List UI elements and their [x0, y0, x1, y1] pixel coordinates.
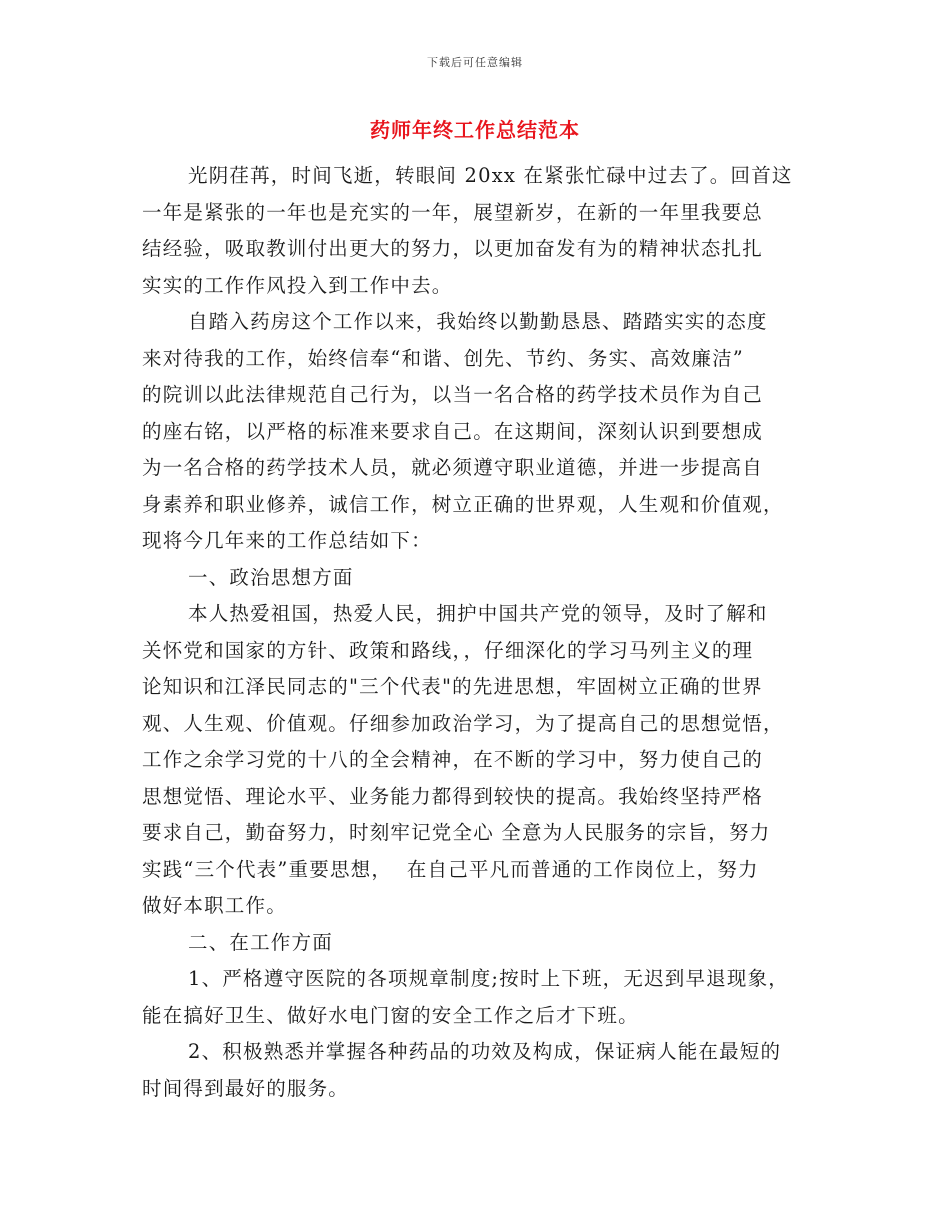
- section-heading: 一、政治思想方面: [188, 565, 354, 589]
- paragraph-line: 为一名合格的药学技术人员，就必须遵守职业道德，并进一步提高自: [142, 456, 764, 479]
- paragraph-line: 工作之余学习党的十八的全会精神，在不断的学习中，努力使自己的: [142, 748, 764, 771]
- list-item-line: 2、积极熟悉并掌握各种药品的功效及构成，保证病人能在最短的: [188, 1040, 782, 1063]
- list-item-line: 1、严格遵守医院的各项规章制度;按时上下班，无迟到早退现象，: [188, 967, 789, 990]
- paragraph-line: 现将今几年来的工作总结如下：: [142, 529, 432, 552]
- paragraph-line: 要求自己，勤奋努力，时刻牢记党全心 全意为人民服务的宗旨，努力: [142, 821, 771, 844]
- paragraph-line: 来对待我的工作，始终信奉“和谐、创先、节约、务实、高效廉洁”: [142, 346, 744, 370]
- paragraph-line: 本人热爱祖国，热爱人民，拥护中国共产党的领导，及时了解和: [188, 602, 768, 625]
- paragraph-line: 论知识和江泽民同志的"三个代表"的先进思想，牢固树立正确的世界: [142, 675, 763, 698]
- paragraph-line: 光阴荏苒，时间飞逝，转眼间 20xx 在紧张忙碌中过去了。回首这: [188, 164, 793, 187]
- paragraph-line: 身素养和职业修养，诚信工作，树立正确的世界观，人生观和价值观，: [142, 492, 784, 516]
- list-item-line: 时间得到最好的服务。: [142, 1076, 350, 1100]
- section-heading: 二、在工作方面: [188, 930, 333, 954]
- paragraph-line: 做好本职工作。: [142, 894, 287, 917]
- paragraph-line: 思想觉悟、理论水平、业务能力都得到较快的提高。我始终坚持严格: [142, 784, 764, 808]
- page-header: 下载后可任意编辑: [427, 56, 523, 69]
- paragraph-line: 关怀党和国家的方针、政策和路线，，仔细深化的学习马列主义的理: [142, 638, 754, 662]
- document-title: 药师年终工作总结范本: [370, 118, 580, 142]
- paragraph-line: 结经验，吸取教训付出更大的努力，以更加奋发有为的精神状态扎扎: [142, 237, 764, 260]
- paragraph-line: 一年是紧张的一年也是充实的一年，展望新岁，在新的一年里我要总: [142, 200, 764, 224]
- paragraph-line: 的院训以此法律规范自己行为，以当一名合格的药学技术员作为自己: [142, 383, 764, 406]
- paragraph-line: 实践“三个代表”重要思想， 在自己平凡而普通的工作岗位上，努力: [142, 857, 759, 881]
- paragraph-line: 观、人生观、价值观。仔细参加政治学习，为了提高自己的思想觉悟，: [142, 711, 784, 735]
- list-item-line: 能在搞好卫生、做好水电门窗的安全工作之后才下班。: [142, 1003, 639, 1027]
- document-body: [142, 158, 812, 1107]
- paragraph-line: 实实的工作作风投入到工作中去。: [142, 273, 453, 297]
- paragraph-line: 的座右铭，以严格的标准来要求自己。在这期间，深刻认识到要想成: [142, 419, 764, 443]
- paragraph-line: 自踏入药房这个工作以来，我始终以勤勤恳恳、踏踏实实的态度: [188, 310, 768, 333]
